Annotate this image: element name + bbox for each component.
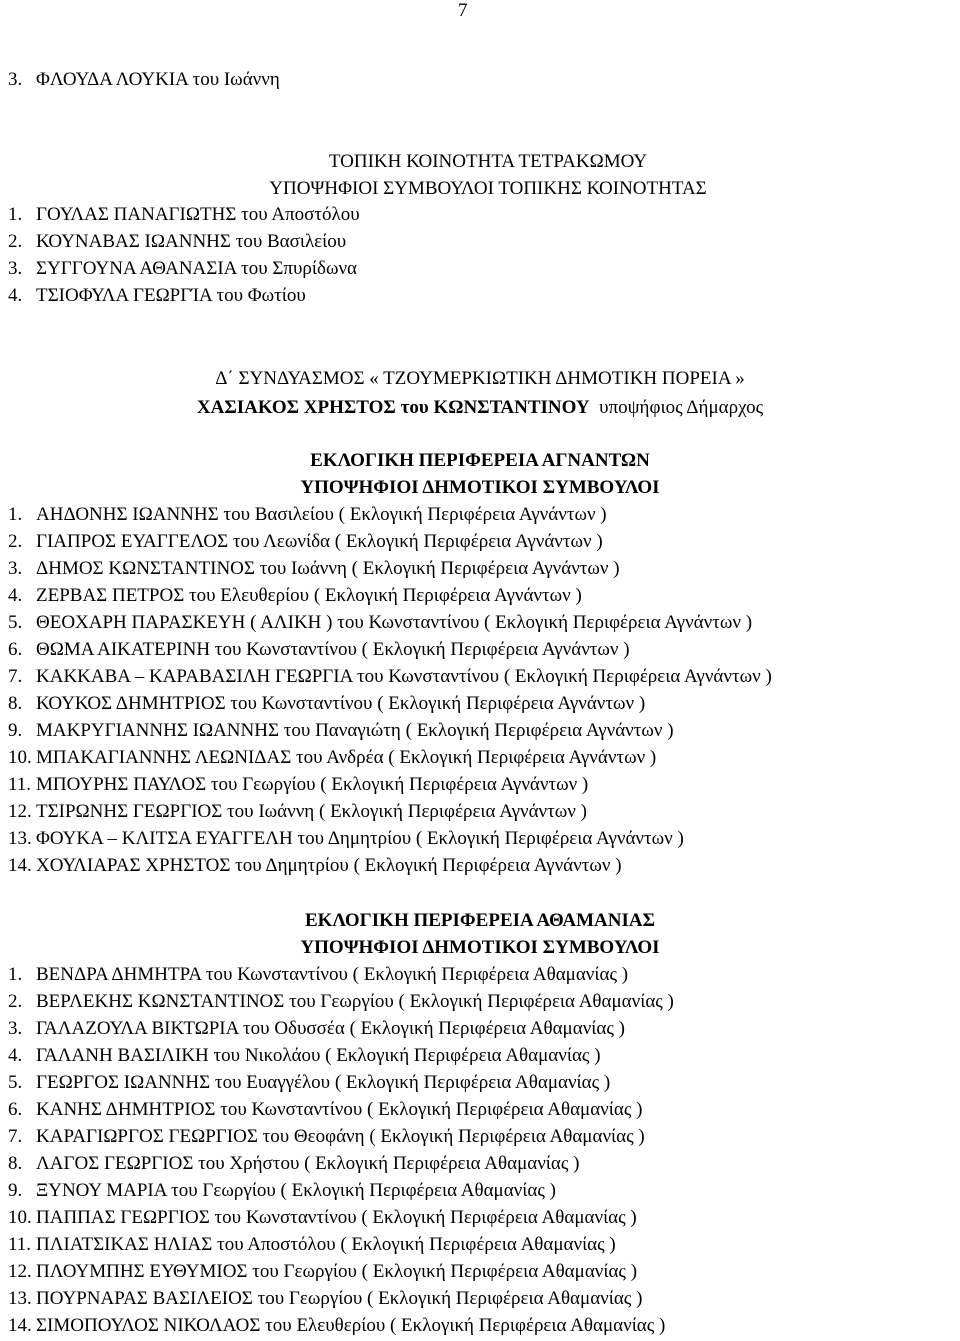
- item-number: 3.: [8, 258, 23, 279]
- item-text: ΓΕΩΡΓΟΣ ΙΩΑΝΝΗΣ του Ευαγγέλου ( Εκλογική Περιφέρεια Αθαμανίας ): [36, 1072, 611, 1093]
- item-text: ΠΛΙΑΤΣΙΚΑΣ ΗΛΙΑΣ του Αποστόλου ( Εκλογική Περιφέρεια Αθαμανίας ): [36, 1234, 616, 1255]
- item-text: ΦΛΟΥΔΑ ΛΟΥΚΙΑ του Ιωάννη: [36, 69, 280, 90]
- list-item: [8, 530, 603, 554]
- item-text: ΚΑΚΚΑΒΑ – ΚΑΡΑΒΑΣΙΛΗ ΓΕΩΡΓΙΑ του Κωνσταντίνου ( Εκλογική Περιφέρεια Αγνάντων ): [36, 666, 772, 687]
- item-number: 7.: [8, 666, 23, 687]
- candidate-name: ΧΑΣΙΑΚΟΣ ΧΡΗΣΤΟΣ του ΚΩΝΣΤΑΝΤΙΝΟΥ: [196, 397, 590, 418]
- list-item: [8, 1179, 556, 1203]
- item-number: 7.: [8, 1126, 23, 1147]
- item-number: 3.: [8, 69, 23, 90]
- item-text: ΜΑΚΡΥΓΙΑΝΝΗΣ ΙΩΑΝΝΗΣ του Παναγιώτη ( Εκλογική Περιφέρεια Αγνάντων ): [36, 720, 674, 741]
- list-item: [8, 1260, 637, 1284]
- section-subtitle-agnanton: ΥΠΟΨΗΦΙΟΙ ΔΗΜΟΤΙΚΟΙ ΣΥΜΒΟΥΛΟΙ: [300, 477, 660, 498]
- item-text: ΒΕΡΛΕΚΗΣ ΚΩΝΣΤΑΝΤΙΝΟΣ του Γεωργίου ( Εκλογική Περιφέρεια Αθαμανίας ): [36, 991, 674, 1012]
- item-number: 1.: [8, 964, 23, 985]
- item-text: ΦΟΥΚΑ – ΚΛΙΤΣΑ ΕΥΑΓΓΕΛΗ του Δημητρίου ( Εκλογική Περιφέρεια Αγνάντων ): [36, 828, 684, 849]
- item-number: 4.: [8, 285, 23, 306]
- item-number: 6.: [8, 1099, 23, 1120]
- section-subtitle-athamanias: ΥΠΟΨΗΦΙΟΙ ΔΗΜΟΤΙΚΟΙ ΣΥΜΒΟΥΛΟΙ: [300, 937, 660, 958]
- list-item: [8, 1044, 601, 1068]
- item-text: ΓΑΛΑΝΗ ΒΑΣΙΛΙΚΗ του Νικολάου ( Εκλογική Περιφέρεια Αθαμανίας ): [36, 1045, 601, 1066]
- list-item: [8, 557, 620, 581]
- list-item: [8, 773, 588, 797]
- item-text: ΤΣΙΟΦΥΛΑ ΓΕΩΡΓΊΑ του Φωτίου: [36, 285, 306, 306]
- item-text: ΛΑΓΟΣ ΓΕΩΡΓΙΟΣ του Χρήστου ( Εκλογική Περιφέρεια Αθαμανίας ): [36, 1153, 580, 1174]
- candidate-role: υποψήφιος Δήμαρχος: [599, 397, 764, 418]
- item-text: ΚΟΥΚΟΣ ΔΗΜΗΤΡΙΟΣ του Κωνσταντίνου ( Εκλογική Περιφέρεια Αγνάντων ): [36, 693, 646, 714]
- section-title-athamanias: ΕΚΛΟΓΙΚΗ ΠΕΡΙΦΕΡΕΙΑ ΑΘΑΜΑΝΙΑΣ: [304, 910, 656, 931]
- item-text: ΜΠΑΚΑΓΙΑΝΝΗΣ ΛΕΩΝΙΔΑΣ του Ανδρέα ( Εκλογική Περιφέρεια Αγνάντων ): [36, 747, 657, 768]
- item-text: ΓΟΥΛΑΣ ΠΑΝΑΓΙΩΤΗΣ του Αποστόλου: [36, 204, 360, 225]
- list-item: [8, 1233, 616, 1257]
- item-number: 10.: [8, 747, 32, 768]
- list-item: [8, 827, 684, 851]
- list-item: [8, 854, 622, 878]
- item-number: 2.: [8, 991, 23, 1012]
- list-item: [8, 1017, 625, 1041]
- section-title-tetrakomo: ΤΟΠΙΚΗ ΚΟΙΝΟΤΗΤΑ ΤΕΤΡΑΚΩΜΟΥ: [328, 151, 648, 172]
- item-number: 3.: [8, 558, 23, 579]
- list-item: [8, 257, 357, 281]
- item-number: 9.: [8, 1180, 23, 1201]
- item-number: 11.: [8, 774, 32, 795]
- list-item: [8, 746, 656, 770]
- item-number: 8.: [8, 1153, 23, 1174]
- coalition-title: Δ΄ ΣΥΝΔΥΑΣΜΟΣ « ΤΖΟΥΜΕΡΚΙΩΤΙΚΗ ΔΗΜΟΤΙΚΗ ΠΟΡΕΙΑ »: [215, 368, 745, 389]
- item-number: 3.: [8, 1018, 23, 1039]
- list-item: [8, 611, 752, 635]
- item-number: 14.: [8, 1315, 32, 1336]
- list-item: [8, 665, 772, 689]
- item-text: ΘΩΜΑ ΑΙΚΑΤΕΡΙΝΗ του Κωνσταντίνου ( Εκλογική Περιφέρεια Αγνάντων ): [36, 639, 630, 660]
- item-text: ΑΗΔΟΝΗΣ ΙΩΑΝΝΗΣ του Βασιλείου ( Εκλογική Περιφέρεια Αγνάντων ): [36, 504, 607, 525]
- item-text: ΓΑΛΑΖΟΥΛΑ ΒΙΚΤΩΡΙΑ του Οδυσσέα ( Εκλογική Περιφέρεια Αθαμανίας ): [36, 1018, 625, 1039]
- list-item: [8, 1071, 610, 1095]
- item-text: ΚΑΝΗΣ ΔΗΜΗΤΡΙΟΣ του Κωνσταντίνου ( Εκλογική Περιφέρεια Αθαμανίας ): [36, 1099, 643, 1120]
- item-text: ΤΣΙΡΩΝΗΣ ΓΕΩΡΓΙΟΣ του Ιωάννη ( Εκλογική Περιφέρεια Αγνάντων ): [36, 801, 587, 822]
- item-text: ΠΟΥΡΝΑΡΑΣ ΒΑΣΙΛΕΙΟΣ του Γεωργίου ( Εκλογική Περιφέρεια Αθαμανίας ): [36, 1288, 643, 1309]
- item-text: ΒΕΝΔΡΑ ΔΗΜΗΤΡΑ του Κωνσταντίνου ( Εκλογική Περιφέρεια Αθαμανίας ): [36, 964, 629, 985]
- mayor-candidate: [0, 395, 960, 421]
- list-item: [8, 719, 674, 743]
- list-item: [8, 1287, 642, 1311]
- list-item: [8, 1152, 579, 1176]
- list-item: [8, 963, 628, 987]
- item-text: ΞΥΝΟΥ ΜΑΡΙΑ του Γεωργίου ( Εκλογική Περιφέρεια Αθαμανίας ): [36, 1180, 556, 1201]
- item-number: 2.: [8, 531, 23, 552]
- item-number: 4.: [8, 585, 23, 606]
- page-number: 7: [458, 0, 468, 21]
- item-number: 12.: [8, 1261, 32, 1282]
- item-text: ΧΟΥΛΙΑΡΑΣ ΧΡΗΣΤΟΣ του Δημητρίου ( Εκλογική Περιφέρεια Αγνάντων ): [36, 855, 622, 876]
- item-text: ΜΠΟΥΡΗΣ ΠΑΥΛΟΣ του Γεωργίου ( Εκλογική Περιφέρεια Αγνάντων ): [36, 774, 589, 795]
- section-title-agnanton: ΕΚΛΟΓΙΚΗ ΠΕΡΙΦΕΡΕΙΑ ΑΓΝΑΝΤΩΝ: [310, 450, 650, 471]
- item-number: 1.: [8, 204, 23, 225]
- section-subtitle-tetrakomo: ΥΠΟΨΗΦΙΟΙ ΣΥΜΒΟΥΛΟΙ ΤΟΠΙΚΗΣ ΚΟΙΝΟΤΗΤΑΣ: [269, 178, 707, 199]
- item-number: 13.: [8, 828, 32, 849]
- list-item: [8, 800, 587, 824]
- item-text: ΚΟΥΝΑΒΑΣ ΙΩΑΝΝΗΣ του Βασιλείου: [36, 231, 347, 252]
- list-item: [8, 1125, 645, 1149]
- item-text: ΠΛΟΥΜΠΗΣ ΕΥΘΥΜΙΟΣ του Γεωργίου ( Εκλογική Περιφέρεια Αθαμανίας ): [36, 1261, 638, 1282]
- list-item: [8, 1206, 637, 1230]
- item-number: 4.: [8, 1045, 23, 1066]
- item-text: ΣΙΜΟΠΟΥΛΟΣ ΝΙΚΟΛΑΟΣ του Ελευθερίου ( Εκλογική Περιφέρεια Αθαμανίας ): [36, 1315, 666, 1336]
- list-item: [8, 68, 280, 92]
- item-number: 13.: [8, 1288, 32, 1309]
- item-number: 8.: [8, 693, 23, 714]
- list-item: [8, 503, 607, 527]
- list-item: [8, 284, 306, 308]
- item-text: ΣΥΓΓΟΥΝΑ ΑΘΑΝΑΣΙΑ του Σπυρίδωνα: [36, 258, 358, 279]
- list-item: [8, 1314, 665, 1338]
- item-number: 1.: [8, 504, 23, 525]
- item-text: ΚΑΡΑΓΙΩΡΓΟΣ ΓΕΩΡΓΙΟΣ του Θεοφάνη ( Εκλογική Περιφέρεια Αθαμανίας ): [36, 1126, 645, 1147]
- item-number: 6.: [8, 639, 23, 660]
- item-number: 5.: [8, 1072, 23, 1093]
- list-item: [8, 1098, 642, 1122]
- item-number: 2.: [8, 231, 23, 252]
- item-text: ΓΙΑΠΡΟΣ ΕΥΑΓΓΕΛΟΣ του Λεωνίδα ( Εκλογική Περιφέρεια Αγνάντων ): [36, 531, 603, 552]
- item-text: ΔΗΜΟΣ ΚΩΝΣΤΑΝΤΙΝΟΣ του Ιωάννη ( Εκλογική Περιφέρεια Αγνάντων ): [36, 558, 620, 579]
- list-item: [8, 692, 645, 716]
- item-number: 14.: [8, 855, 32, 876]
- list-item: [8, 638, 630, 662]
- item-text: ΖΕΡΒΑΣ ΠΕΤΡΟΣ του Ελευθερίου ( Εκλογική Περιφέρεια Αγνάντων ): [36, 585, 582, 606]
- item-text: ΘΕΟΧΑΡΗ ΠΑΡΑΣΚΕΥΗ ( ΑΛΙΚΗ ) του Κωνσταντίνου ( Εκλογική Περιφέρεια Αγνάντων ): [36, 612, 753, 633]
- list-item: [8, 584, 582, 608]
- list-item: [8, 230, 346, 254]
- list-item: [8, 990, 674, 1014]
- list-item: [8, 203, 360, 227]
- item-number: 11.: [8, 1234, 32, 1255]
- item-number: 10.: [8, 1207, 32, 1228]
- item-number: 12.: [8, 801, 32, 822]
- item-text: ΠΑΠΠΑΣ ΓΕΩΡΓΙΟΣ του Κωνσταντίνου ( Εκλογική Περιφέρεια Αθαμανίας ): [36, 1207, 637, 1228]
- item-number: 5.: [8, 612, 23, 633]
- item-number: 9.: [8, 720, 23, 741]
